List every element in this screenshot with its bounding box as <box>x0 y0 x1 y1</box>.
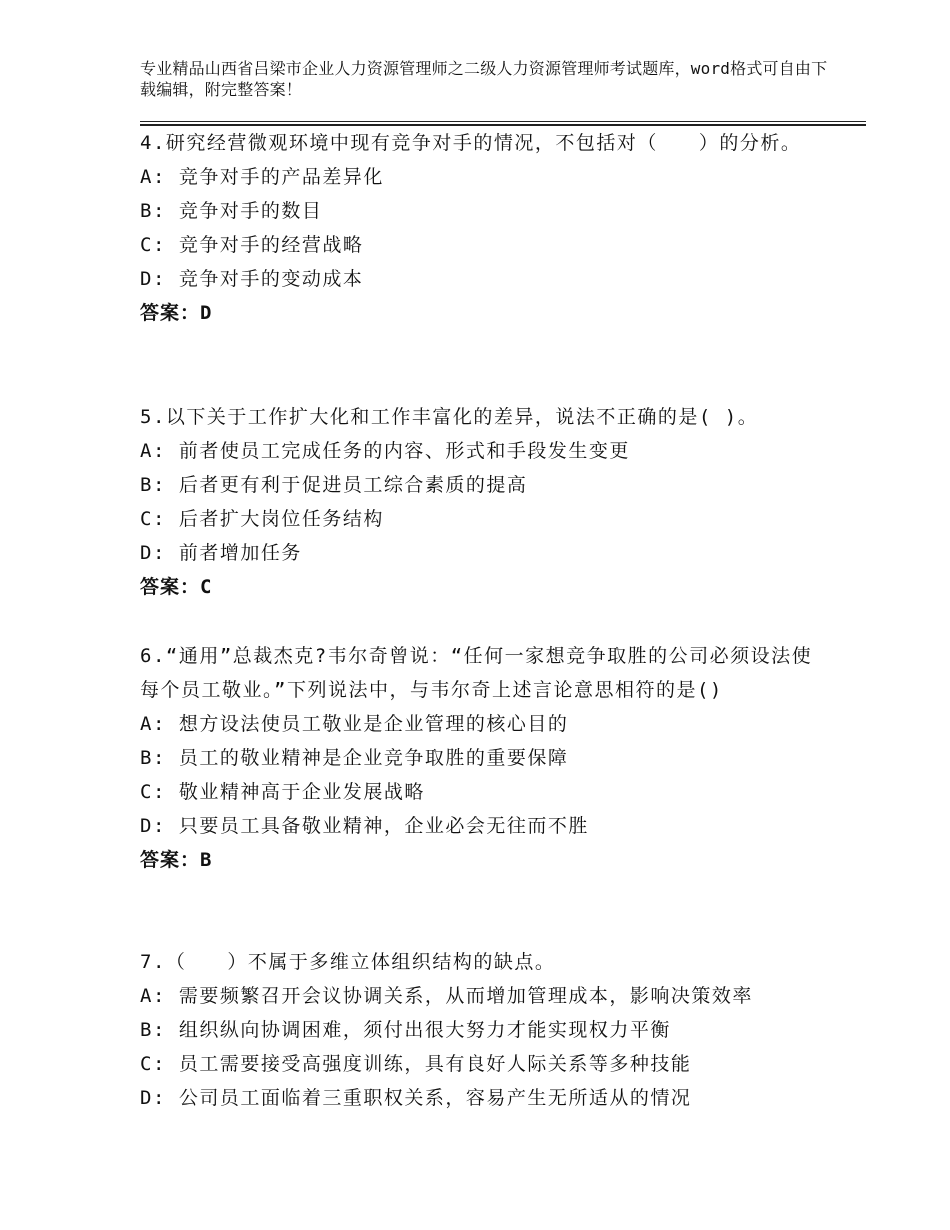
answer-label: 答案：D <box>140 302 213 324</box>
option-a: A: 想方设法使员工敬业是企业管理的核心目的 <box>140 713 569 735</box>
option-b: B: 竞争对手的数目 <box>140 200 323 222</box>
option-b: B: 员工的敬业精神是企业竞争取胜的重要保障 <box>140 747 569 769</box>
question-stem: 7.（ ）不属于多维立体组织结构的缺点。 <box>140 951 556 973</box>
question-7 <box>140 945 820 1115</box>
option-c: C: 竞争对手的经营战略 <box>140 234 364 256</box>
header-divider-thin <box>140 121 866 122</box>
option-b: B: 后者更有利于促进员工综合素质的提高 <box>140 474 528 496</box>
option-d: D: 只要员工具备敬业精神，企业必会无往而不胜 <box>140 815 589 837</box>
option-a: A: 前者使员工完成任务的内容、形式和手段发生变更 <box>140 440 630 462</box>
answer-label: 答案：C <box>140 576 213 598</box>
question-stem: 4.研究经营微观环境中现有竞争对手的情况，不包括对（ ）的分析。 <box>140 132 802 154</box>
option-c: C: 员工需要接受高强度训练，具有良好人际关系等多种技能 <box>140 1053 692 1075</box>
question-5 <box>140 400 820 604</box>
answer-label: 答案：B <box>140 849 213 871</box>
question-stem: 5.以下关于工作扩大化和工作丰富化的差异，说法不正确的是( )。 <box>140 406 759 428</box>
option-d: D: 前者增加任务 <box>140 542 302 564</box>
document-header: 专业精品山西省吕梁市企业人力资源管理师之二级人力资源管理师考试题库，word格式可自由下载编辑，附完整答案！ <box>140 59 828 99</box>
option-c: C: 后者扩大岗位任务结构 <box>140 508 384 530</box>
option-b: B: 组织纵向协调困难，须付出很大努力才能实现权力平衡 <box>140 1019 671 1041</box>
option-a: A: 竞争对手的产品差异化 <box>140 166 384 188</box>
question-6 <box>140 639 820 877</box>
option-d: D: 公司员工面临着三重职权关系，容易产生无所适从的情况 <box>140 1087 692 1109</box>
option-c: C: 敬业精神高于企业发展战略 <box>140 781 425 803</box>
option-d: D: 竞争对手的变动成本 <box>140 268 364 290</box>
question-4 <box>140 126 820 330</box>
option-a: A: 需要频繁召开会议协调关系，从而增加管理成本，影响决策效率 <box>140 985 753 1007</box>
question-stem: 6.“通用”总裁杰克?韦尔奇曾说：“任何一家想竞争取胜的公司必须设法使每个员工敬业。”下列说法中，与韦尔奇上述言论意思相符的是() <box>140 645 813 701</box>
